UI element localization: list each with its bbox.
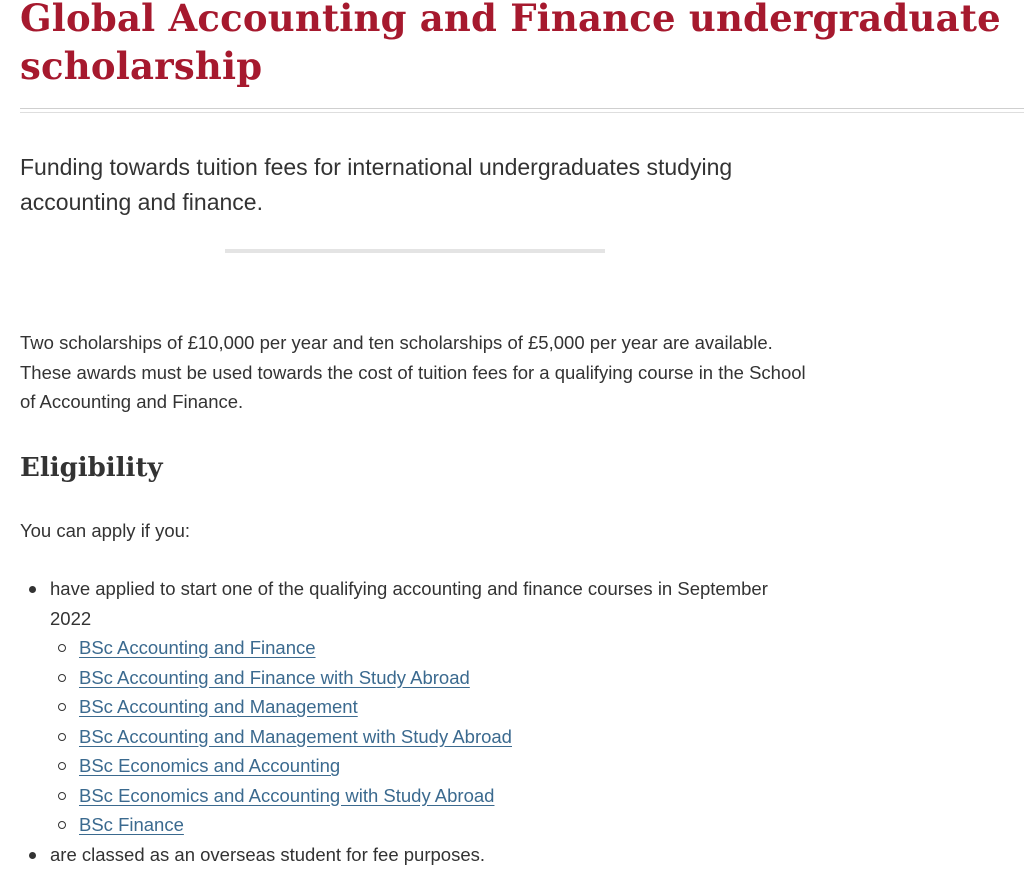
course-item <box>50 781 800 811</box>
course-item <box>50 633 800 663</box>
course-link-accounting-finance-study-abroad[interactable]: BSc Accounting and Finance with Study Abroad <box>79 666 470 688</box>
eligibility-item-text: have applied to start one of the qualifying accounting and finance courses in September 2022 <box>50 578 768 629</box>
course-link-accounting-management[interactable]: BSc Accounting and Management <box>79 696 358 717</box>
course-item <box>50 692 800 722</box>
circle-bullet-icon <box>58 733 66 741</box>
circle-bullet-icon <box>58 644 66 652</box>
course-item <box>50 810 800 840</box>
lead-summary: Funding towards tuition fees for international undergraduates studying accounting and finance. <box>20 154 733 215</box>
bullet-icon <box>29 852 36 859</box>
qualifying-courses-list <box>50 633 800 840</box>
award-description: Two scholarships of £10,000 per year and ten scholarships of £5,000 per year are available. These awards must be used towards the cost of tuition fees for a qualifying course in the School of Accounting and Finance. <box>20 332 806 412</box>
eligibility-heading: Eligibility <box>20 453 163 483</box>
circle-bullet-icon <box>58 674 66 682</box>
circle-bullet-icon <box>58 762 66 770</box>
course-item <box>50 663 800 693</box>
page-title: Global Accounting and Finance undergraduate scholarship <box>20 0 1001 88</box>
title-divider <box>20 108 1024 109</box>
bullet-icon <box>29 586 36 593</box>
eligibility-item-text: are classed as an overseas student for fee purposes. <box>50 843 486 865</box>
course-item <box>50 722 800 752</box>
title-divider-secondary <box>20 112 1024 113</box>
circle-bullet-icon <box>58 821 66 829</box>
circle-bullet-icon <box>58 703 66 711</box>
course-link-economics-accounting-study-abroad[interactable]: BSc Economics and Accounting with Study Abroad <box>79 784 495 806</box>
eligibility-item-courses <box>0 574 800 840</box>
eligibility-item-overseas <box>0 840 800 870</box>
course-item <box>50 751 800 781</box>
course-link-accounting-finance[interactable]: BSc Accounting and Finance <box>79 637 316 658</box>
eligibility-intro: You can apply if you: <box>20 520 191 541</box>
circle-bullet-icon <box>58 792 66 800</box>
lead-divider <box>225 249 605 253</box>
eligibility-list <box>0 574 800 869</box>
course-link-finance[interactable]: BSc Finance <box>79 814 184 835</box>
course-link-economics-accounting[interactable]: BSc Economics and Accounting <box>79 755 341 776</box>
course-link-accounting-management-study-abroad[interactable]: BSc Accounting and Management with Study Abroad <box>79 725 512 747</box>
